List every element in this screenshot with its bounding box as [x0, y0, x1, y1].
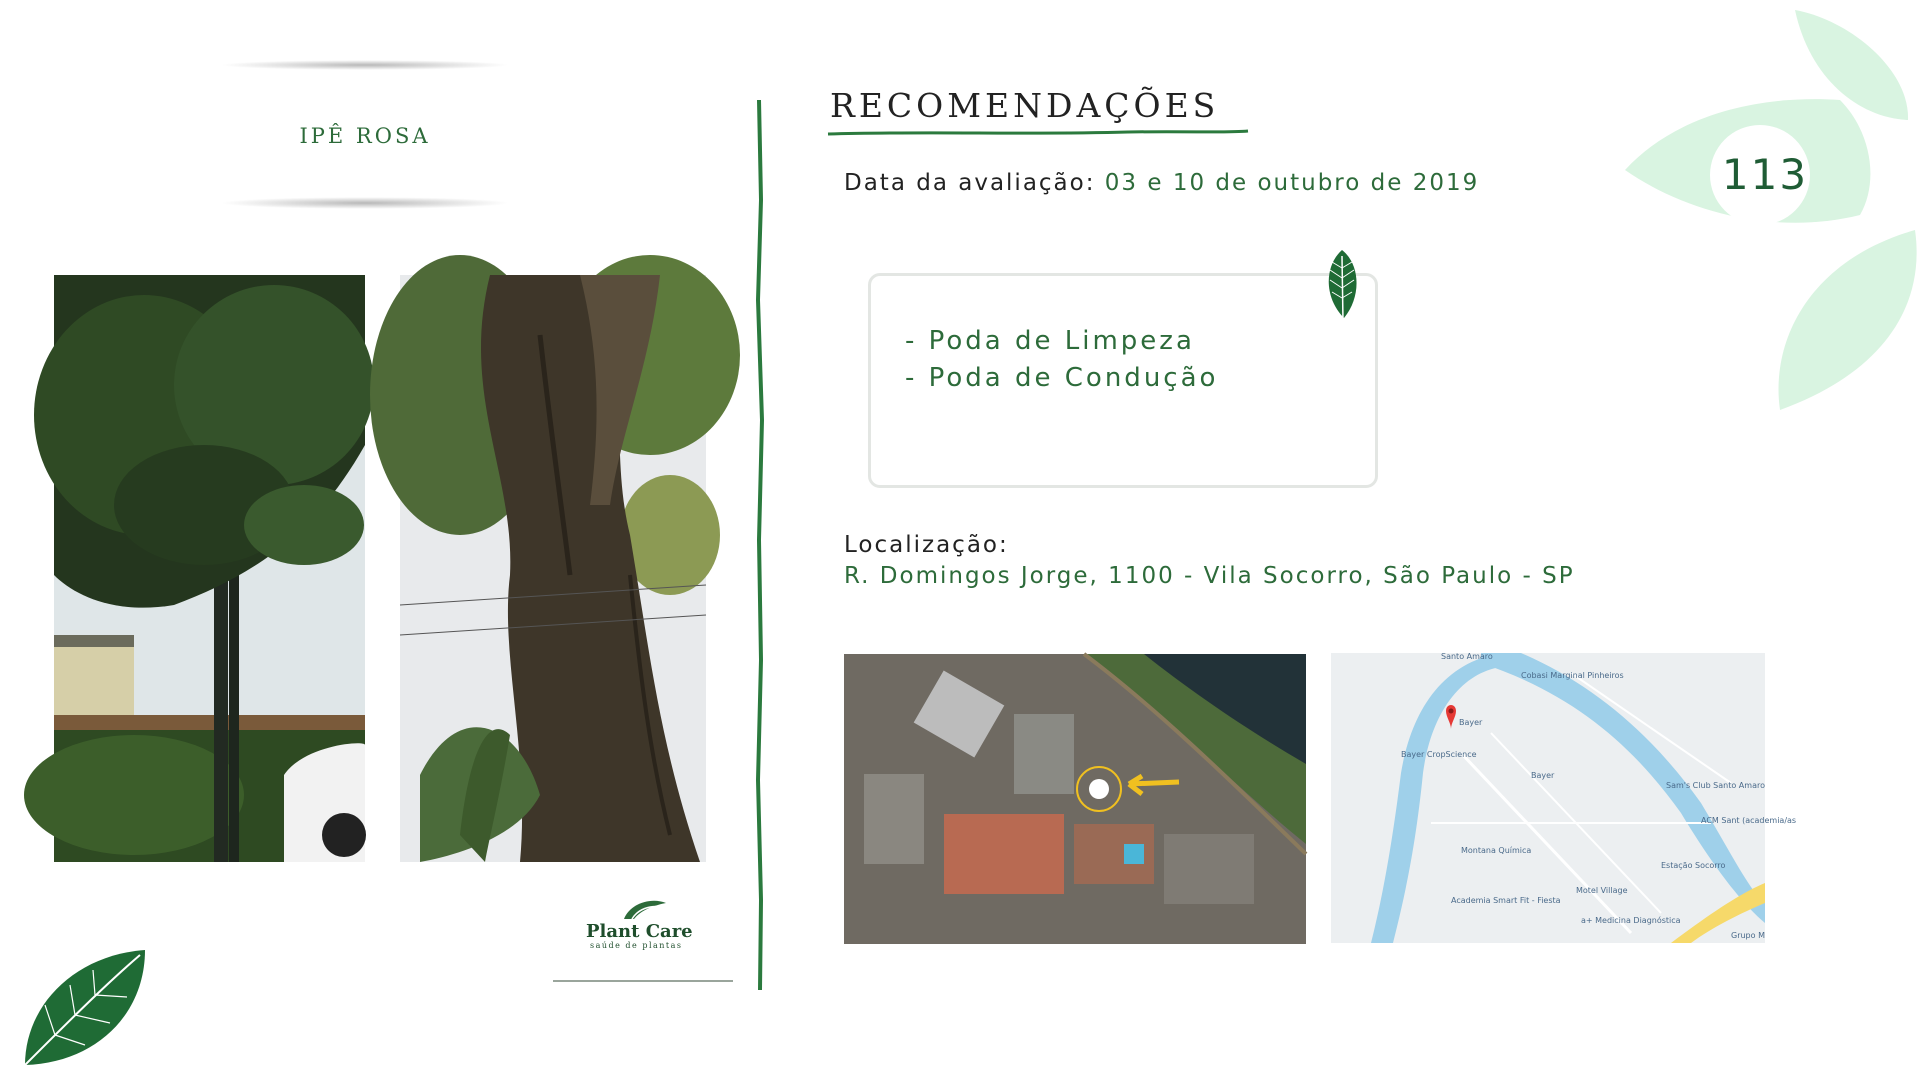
location-address: R. Domingos Jorge, 1100 - Vila Socorro, São Paulo - SP: [844, 563, 1575, 589]
satellite-map: [844, 654, 1306, 944]
evaluation-label: Data da avaliação:: [844, 170, 1096, 196]
recommendation-item: - Poda de Limpeza: [905, 326, 1195, 356]
logo-underline: [553, 980, 733, 982]
svg-text:Academia Smart Fit - Fiesta: Academia Smart Fit - Fiesta: [1451, 896, 1561, 905]
title-underline: [828, 128, 1248, 138]
svg-text:Grupo M: Grupo M: [1731, 931, 1765, 940]
plant-care-logo: [580, 895, 710, 955]
decorative-leaves-top-right: [1610, 0, 1920, 420]
svg-text:Cobasi Marginal Pinheiros: Cobasi Marginal Pinheiros: [1521, 671, 1624, 680]
svg-text:Bayer CropScience: Bayer CropScience: [1401, 750, 1477, 759]
location-label: Localização:: [844, 532, 1009, 558]
svg-text:Montana Química: Montana Química: [1461, 846, 1532, 855]
page-number: 113: [1721, 150, 1809, 199]
svg-text:Motel Village: Motel Village: [1576, 886, 1628, 895]
logo-tagline: saúde de plantas: [590, 941, 683, 950]
evaluation-date: 03 e 10 de outubro de 2019: [1104, 170, 1480, 196]
svg-text:Bayer: Bayer: [1531, 771, 1555, 780]
svg-text:Bayer: Bayer: [1459, 718, 1483, 727]
svg-text:Santo Amaro: Santo Amaro: [1441, 652, 1493, 661]
tree-photo-trunk: [400, 275, 706, 862]
svg-text:ACM Sant (academia/as: ACM Sant (academia/as: [1701, 816, 1797, 825]
street-map: [1331, 652, 1797, 943]
evaluation-date-line: [844, 170, 1479, 196]
card-shadow-top: [220, 60, 510, 70]
tree-photo-canopy: [54, 275, 365, 862]
logo-leaf-icon: [622, 897, 668, 921]
species-card: [205, 60, 525, 210]
recommendations-box: [868, 273, 1378, 488]
svg-text:Sam's Club Santo Amaro: Sam's Club Santo Amaro: [1666, 781, 1765, 790]
card-shadow-bottom: [220, 197, 510, 209]
logo-name: Plant Care: [586, 921, 693, 942]
svg-text:a+ Medicina Diagnóstica: a+ Medicina Diagnóstica: [1581, 916, 1681, 925]
recommendation-item: - Poda de Condução: [905, 363, 1219, 393]
leaf-icon: [1322, 248, 1362, 324]
species-name: IPÊ ROSA: [299, 124, 431, 148]
leaf-icon: [15, 945, 155, 1075]
svg-text:Estação Socorro: Estação Socorro: [1661, 861, 1726, 870]
page-title: RECOMENDAÇÕES: [830, 86, 1220, 125]
vertical-divider: [753, 100, 767, 990]
